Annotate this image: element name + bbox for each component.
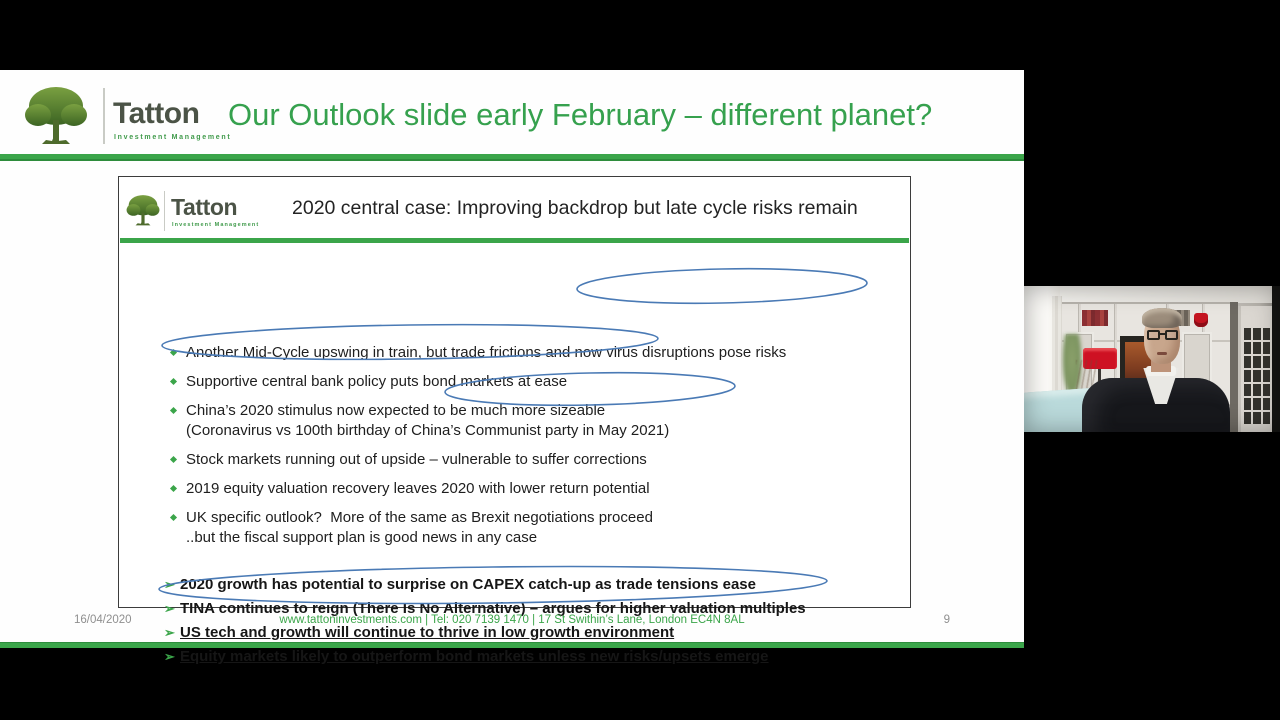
bullet-continuation: (Coronavirus vs 100th birthday of China’s Communist party in May 2021): [186, 422, 670, 439]
brand-name: Tatton: [113, 97, 200, 130]
header-accent-bar: [0, 154, 1024, 161]
bullet-item: [171, 343, 891, 363]
page-title: Our Outlook slide early February – different planet?: [228, 97, 933, 132]
logo-divider-small: [164, 191, 165, 231]
bullet-text: China’s 2020 stimulus now expected to be much more sizeable: [186, 402, 606, 419]
takeaway-item: [164, 647, 904, 667]
takeaway-item: [164, 575, 904, 595]
brand-name-small: Tatton: [171, 194, 238, 220]
bullet-item: [171, 479, 891, 499]
bullet-marker-icon: [170, 456, 177, 463]
bullet-item: [171, 450, 891, 470]
bullet-marker-icon: [170, 349, 177, 356]
footer-accent-bar: [0, 642, 1024, 648]
presenter-webcam-video-tile[interactable]: [1024, 286, 1280, 432]
bullet-text: 2019 equity valuation recovery leaves 2020 with lower return potential: [186, 480, 650, 497]
bullet-text: Stock markets running out of upside – vulnerable to suffer corrections: [186, 451, 647, 468]
bullet-marker-icon: [170, 514, 177, 521]
takeaway-text: US tech and growth will continue to thrive in low growth environment: [180, 624, 675, 641]
logo-divider: [103, 88, 105, 144]
embedded-slide-title: 2020 central case: Improving backdrop but late cycle risks remain: [292, 197, 858, 219]
tatton-tree-icon: [24, 84, 88, 150]
arrow-bullet-icon: ➢: [164, 577, 175, 592]
bullet-text: Another Mid-Cycle upswing in train, but trade frictions and now virus disruptions pose risks: [186, 344, 787, 361]
tatton-tree-icon-small: [126, 188, 160, 234]
shared-slide: [0, 70, 1024, 665]
bullet-list: [171, 343, 891, 557]
slide-contact-info: www.tattoninvestments.com | Tel: 020 7139 1470 | 17 St Swithin’s Lane, London EC4N 8AL: [279, 614, 745, 626]
brand-tagline: Investment Management: [114, 134, 232, 141]
takeaway-item: [164, 623, 904, 643]
arrow-bullet-icon: ➢: [164, 625, 175, 640]
bullet-text: Supportive central bank policy puts bond markets at ease: [186, 373, 568, 390]
bullet-text: UK specific outlook? More of the same as Brexit negotiations proceed: [186, 509, 653, 526]
takeaway-text: TINA continues to reign (There Is No Alternative) – argues for higher valuation multiples: [180, 600, 806, 617]
bullet-item: [171, 508, 891, 528]
tatton-logo: [22, 82, 232, 150]
webcam-vignette: [1024, 286, 1280, 432]
bullet-marker-icon: [170, 485, 177, 492]
bullet-item: [171, 401, 891, 421]
takeaway-text: Equity markets likely to outperform bond markets unless new risks/upsets emerge: [180, 648, 769, 665]
arrow-bullet-icon: ➢: [164, 649, 175, 664]
takeaway-text: 2020 growth has potential to surprise on CAPEX catch-up as trade tensions ease: [180, 576, 756, 593]
brand-tagline-small: Investment Management: [172, 222, 260, 228]
bullet-marker-icon: [170, 407, 177, 414]
slide-page-number: 9: [943, 614, 950, 626]
slide-date: 16/04/2020: [74, 614, 132, 626]
bullet-continuation: ..but the fiscal support plan is good news in any case: [186, 529, 538, 546]
bullet-marker-icon: [170, 378, 177, 385]
bullet-item: [171, 372, 891, 392]
arrow-bullet-icon: ➢: [164, 601, 175, 616]
embedded-slide-accent-bar: [120, 238, 909, 243]
